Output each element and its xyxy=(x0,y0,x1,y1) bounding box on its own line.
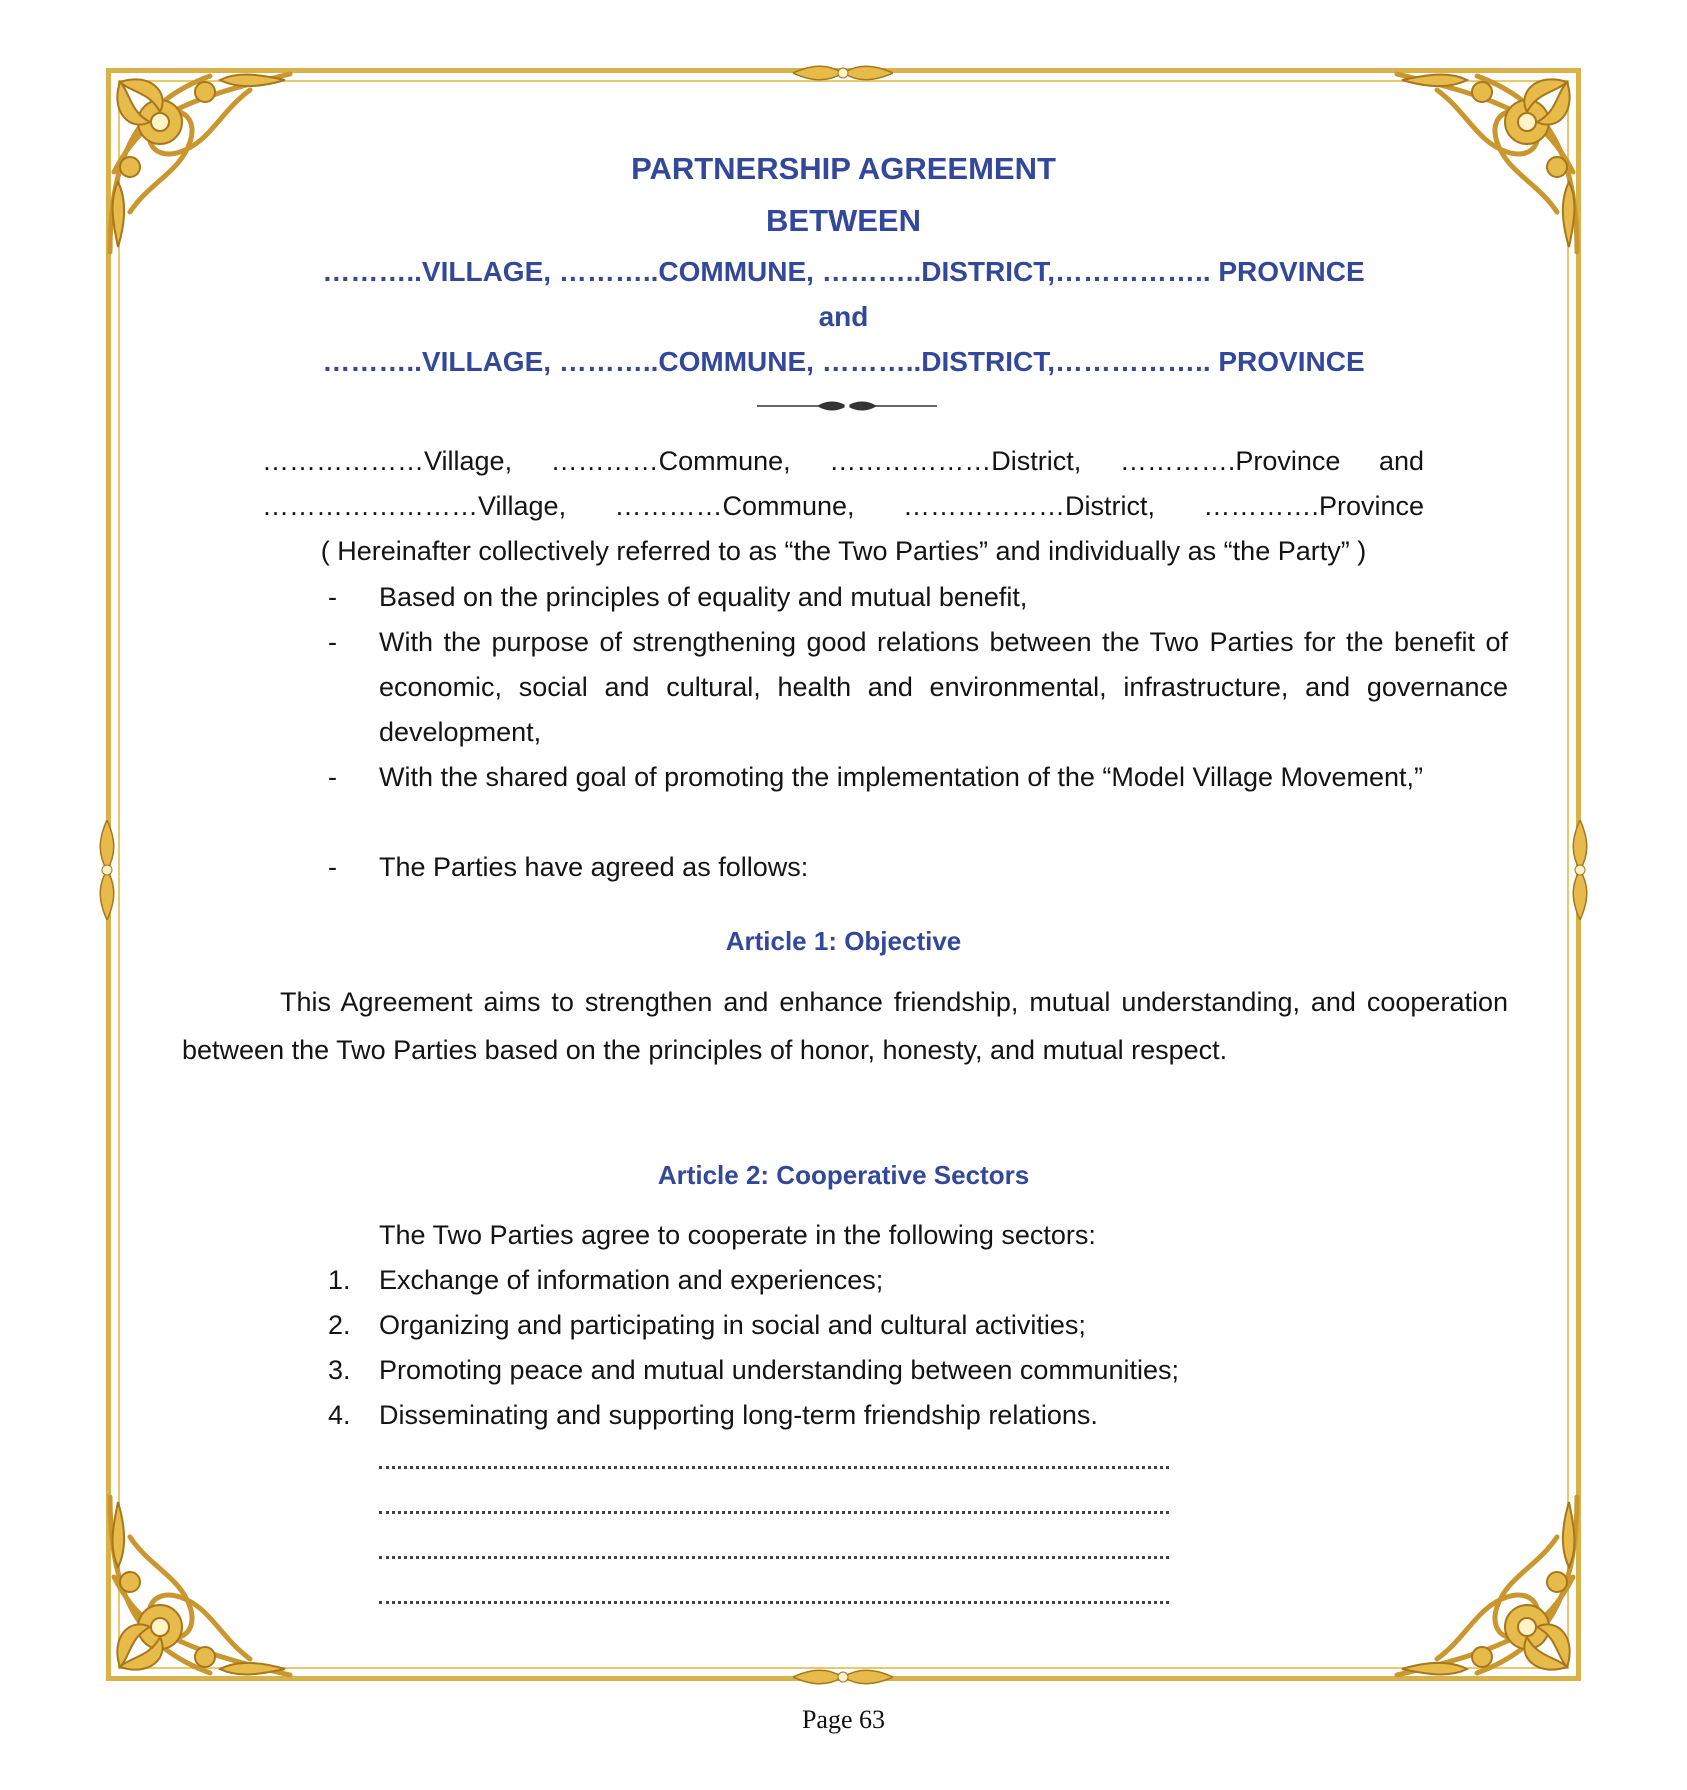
bullet-text: Based on the principles of equality and mutual benefit, xyxy=(379,582,1028,612)
bullet-dash: - xyxy=(328,762,337,792)
item-text: Promoting peace and mutual understanding between communities; xyxy=(379,1355,1179,1385)
item-number: 2. xyxy=(328,1310,351,1340)
item-number: 4. xyxy=(328,1400,351,1430)
ornamental-corner-icon xyxy=(1387,1487,1587,1687)
item-text: Disseminating and supporting long-term friendship relations. xyxy=(379,1400,1098,1430)
item-text: Exchange of information and experiences; xyxy=(379,1265,884,1295)
document-title: PARTNERSHIP AGREEMENT xyxy=(631,151,1056,186)
bullet-dash: - xyxy=(328,582,337,612)
party-line-two: ……………………Village, …………Commune, ………………District, ………….Province xyxy=(262,491,1424,521)
item-text: Organizing and participating in social and cultural activities; xyxy=(379,1310,1086,1340)
heading-party-one: ………..VILLAGE, ………..COMMUNE, ………..DISTRICT,…………….. PROVINCE xyxy=(322,256,1365,287)
frame-ornament-icon xyxy=(793,1664,893,1690)
frame-ornament-icon xyxy=(793,60,893,86)
party-line-one: ………………Village, …………Commune, ………………District, ………….Province and xyxy=(262,446,1424,476)
bullet-dash: - xyxy=(328,627,337,657)
blank-fill-line xyxy=(379,1507,1169,1514)
ornamental-corner-icon xyxy=(100,1487,300,1687)
article-2-title: Article 2: Cooperative Sectors xyxy=(657,1160,1030,1190)
blank-fill-line xyxy=(379,1597,1169,1604)
item-number: 1. xyxy=(328,1265,351,1295)
article-1-title: Article 1: Objective xyxy=(725,926,962,956)
document-subtitle: BETWEEN xyxy=(766,203,921,238)
heading-party-two: ………..VILLAGE, ………..COMMUNE, ………..DISTRICT,…………….. PROVINCE xyxy=(322,346,1365,377)
bullet-text: The Parties have agreed as follows: xyxy=(379,852,809,882)
bullet-dash: - xyxy=(328,852,337,882)
bullet-text: With the purpose of strengthening good relations between the Two Parties for the benefit of economic, social and cultural, health and environmental, infrastructure, and governance development, xyxy=(379,627,1508,747)
heading-and: and xyxy=(818,301,869,332)
article-2-intro: The Two Parties agree to cooperate in the following sectors: xyxy=(379,1220,1096,1250)
frame-ornament-icon xyxy=(1567,820,1593,920)
blank-fill-line xyxy=(379,1552,1169,1559)
flourish-divider-icon xyxy=(757,398,937,414)
frame-ornament-icon xyxy=(94,820,120,920)
bullet-text: With the shared goal of promoting the implementation of the “Model Village Movement,” xyxy=(379,762,1424,792)
blank-fill-line xyxy=(379,1462,1169,1469)
hereinafter-note: ( Hereinafter collectively referred to as “the Two Parties” and individually as “the Party” ) xyxy=(320,536,1367,566)
page-number: Page 63 xyxy=(801,1705,886,1734)
article-1-text: This Agreement aims to strengthen and enhance friendship, mutual understanding, and cooperation between the Two Parties based on the principles of honor, honesty, and mutual respect. xyxy=(182,987,1508,1065)
item-number: 3. xyxy=(328,1355,351,1385)
